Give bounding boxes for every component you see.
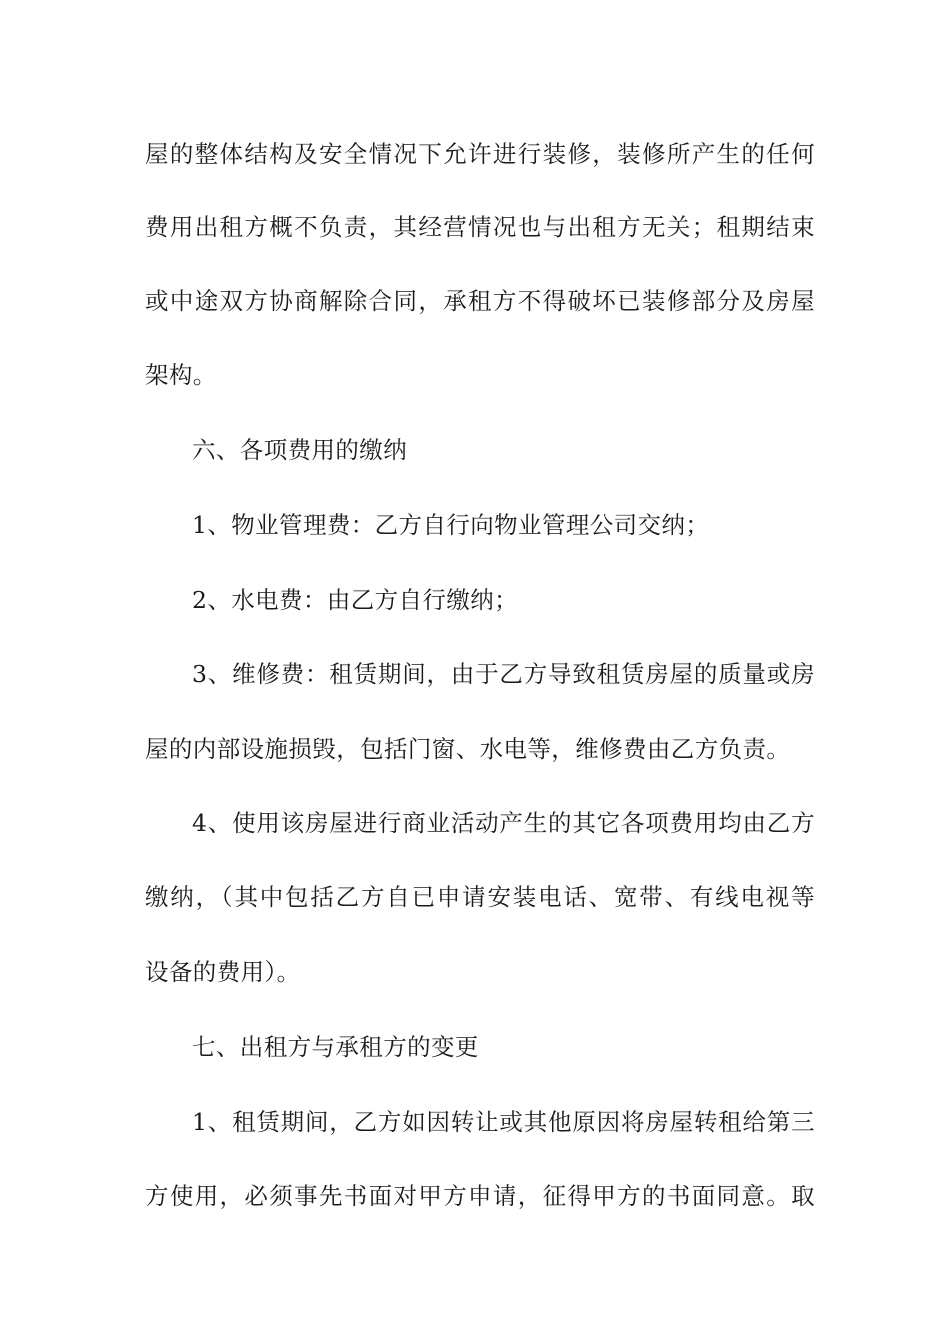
text-line-14: 1、租赁期间，乙方如因转让或其他原因将房屋转租给第三 — [192, 1108, 815, 1136]
text-line-2: 费用出租方概不负责，其经营情况也与出租方无关；租期结束 — [145, 213, 815, 241]
text-line-3: 或中途双方协商解除合同，承租方不得破坏已装修部分及房屋 — [145, 287, 815, 315]
section-heading-6: 六、各项费用的缴纳 — [192, 436, 408, 464]
text-line-11: 缴纳，（其中包括乙方自已申请安装电话、宽带、有线电视等 — [145, 883, 815, 911]
section-heading-7: 七、出租方与承租方的变更 — [192, 1033, 479, 1061]
text-line-1: 屋的整体结构及安全情况下允许进行装修，装修所产生的任何 — [145, 140, 815, 168]
text-line-10: 4、使用该房屋进行商业活动产生的其它各项费用均由乙方 — [192, 809, 815, 837]
text-line-8: 3、维修费：租赁期间，由于乙方导致租赁房屋的质量或房 — [192, 660, 815, 688]
text-line-7: 2、水电费：由乙方自行缴纳； — [192, 586, 519, 614]
text-line-12: 设备的费用）。 — [145, 958, 301, 986]
text-line-15: 方使用，必须事先书面对甲方申请，征得甲方的书面同意。取 — [145, 1182, 815, 1210]
text-line-6: 1、物业管理费：乙方自行向物业管理公司交纳； — [192, 511, 710, 539]
text-line-4: 架构。 — [145, 361, 217, 389]
text-line-9: 屋的内部设施损毁，包括门窗、水电等，维修费由乙方负责。 — [145, 735, 791, 763]
